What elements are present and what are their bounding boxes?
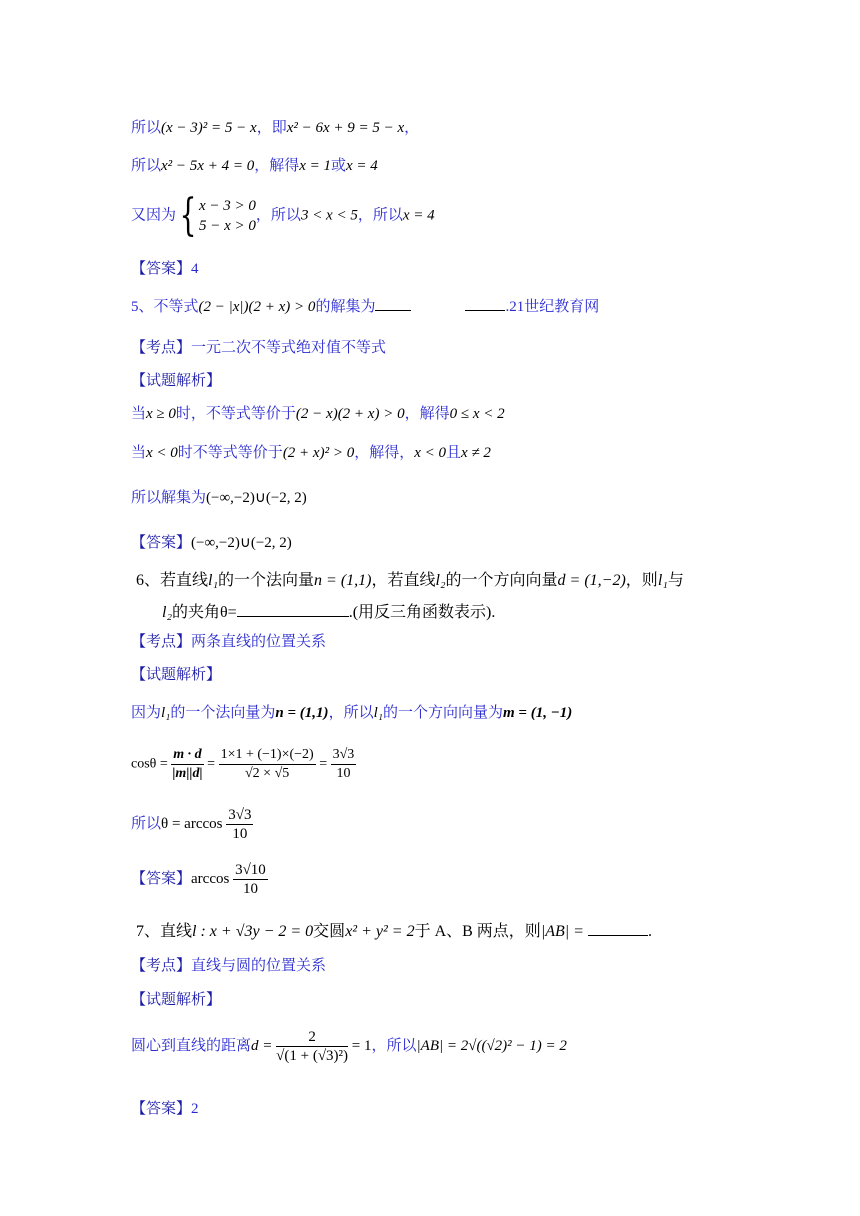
math-expression: x < 0 [146, 445, 178, 461]
answer-label: 【答案】 [131, 535, 192, 551]
text: 当 [131, 406, 147, 422]
answer-value: 4 [191, 261, 199, 277]
text: 圆心到直线的距离 [131, 1037, 252, 1054]
question-text: .21世纪教育网 [505, 299, 600, 315]
topic-line [131, 631, 326, 653]
denominator: 10 [242, 881, 258, 897]
math-expression: l₂ [435, 572, 446, 589]
topic-text: 两条直线的位置关系 [191, 634, 327, 650]
line-1 [131, 117, 419, 139]
question-text: 与 [667, 572, 684, 589]
text: 所以 [131, 158, 162, 174]
numerator: 3√3 [331, 746, 357, 765]
denominator: √2 × √5 [245, 766, 290, 781]
analysis-step-3 [131, 487, 307, 509]
line-2 [131, 155, 378, 177]
text: ，所以 [357, 207, 403, 224]
analysis-label [131, 664, 221, 686]
question-text: ，若直线 [371, 572, 436, 589]
question-text: 于 A、B 两点，则 [414, 923, 541, 940]
math-expression: θ = arccos [161, 815, 223, 832]
topic-label: 【考点】 [131, 340, 192, 356]
numerator: m · d [171, 746, 203, 765]
math-expression: (2 + x)² > 0 [282, 445, 355, 461]
math-expression: arccos [191, 870, 230, 887]
math-expression: l₁ [657, 572, 668, 589]
analysis-step-1 [131, 1028, 567, 1065]
text: 的一个法向量为 [170, 705, 276, 721]
analysis-step-2 [131, 442, 491, 464]
topic-text: 直线与圆的位置关系 [191, 958, 327, 974]
math-expression: x ≠ 2 [461, 445, 491, 461]
answer-label: 【答案】 [131, 870, 192, 887]
question-text: 的一个方向向量 [445, 572, 558, 589]
question-text: 的解集为 [315, 299, 376, 315]
math-expression: (2 − |x|)(2 + x) > 0 [198, 299, 316, 315]
question-text: 交圆 [313, 923, 346, 940]
topic-line [131, 955, 326, 977]
math-expression: cosθ = [131, 756, 168, 772]
math-expression: l₁ [208, 572, 219, 589]
math-expression: l₂ [162, 604, 173, 621]
numerator: 1×1 + (−1)×(−2) [219, 746, 316, 765]
math-expression: m = (1, −1) [502, 705, 573, 721]
math-expression: n = (1,1) [275, 705, 329, 721]
question-text: . [647, 923, 652, 940]
math-expression: |AB| = 2√((√2)² − 1) = 2 [416, 1037, 567, 1054]
question-5 [131, 296, 599, 318]
equals-sign: = [207, 756, 216, 772]
question-text: 7、直线 [136, 923, 193, 940]
text: 时，不等式等价于 [175, 406, 296, 422]
cosine-formula [131, 746, 356, 783]
numerator: 3√10 [235, 862, 266, 878]
math-expression: x² − 6x + 9 = 5 − x [286, 120, 405, 136]
fraction [171, 746, 203, 783]
math-expression: l₁ [373, 705, 383, 721]
question-text: .(用反三角函数表示). [348, 604, 496, 621]
denominator: 10 [336, 766, 351, 781]
math-expression: x = 1 [299, 158, 331, 174]
fraction [226, 806, 253, 843]
answer-value: 2 [191, 1101, 199, 1117]
math-expression: |AB| = [540, 923, 584, 940]
math-expression: x² + y² = 2 [345, 923, 415, 940]
system-row: 5 − x > 0 [199, 218, 256, 234]
answer-label: 【答案】 [131, 261, 192, 277]
math-expression: x < 0 [414, 445, 446, 461]
text: 因为 [131, 705, 162, 721]
text: 的一个方向向量为 [382, 705, 503, 721]
math-expression: d = [251, 1037, 273, 1054]
analysis-label-text: 【试题解析】 [131, 373, 222, 389]
topic-label: 【考点】 [131, 958, 192, 974]
denominator: |m||d| [172, 766, 203, 781]
topic-line [131, 337, 386, 359]
system-row: x − 3 > 0 [199, 198, 256, 214]
answer-line [131, 258, 199, 280]
fraction [233, 861, 268, 898]
math-expression: (2 − x)(2 + x) > 0 [295, 406, 405, 422]
text: 时不等式等价于 [177, 445, 283, 461]
topic-text: 一元二次不等式绝对值不等式 [191, 340, 387, 356]
question-text: ，则 [625, 572, 658, 589]
math-expression: = 1 [351, 1037, 372, 1054]
math-expression: 3 < x < 5 [300, 207, 358, 224]
math-expression: n = (1,1) [314, 572, 372, 589]
answer-line [131, 532, 292, 554]
answer-blank [375, 310, 411, 311]
analysis-label-text: 【试题解析】 [131, 667, 222, 683]
text: 且 [446, 445, 462, 461]
answer-line [131, 861, 268, 898]
math-expression: 0 ≤ x < 2 [449, 406, 505, 422]
text: 或 [331, 158, 347, 174]
answer-line [131, 1098, 199, 1120]
denominator: √(1 + (√3)²) [276, 1048, 349, 1064]
equals-sign: = [319, 756, 328, 772]
math-expression: x = 4 [346, 158, 378, 174]
question-text: 5、不等式 [131, 299, 199, 315]
text: ，解得 [404, 406, 450, 422]
fraction [331, 746, 357, 783]
topic-label: 【考点】 [131, 634, 192, 650]
text: ， [404, 120, 420, 136]
math-expression: (−∞,−2)∪(−2, 2) [206, 490, 307, 506]
text: 又因为 [131, 207, 177, 224]
text: 当 [131, 445, 147, 461]
brace-symbol: { [179, 190, 197, 241]
answer-blank [465, 310, 505, 311]
analysis-step-3 [131, 806, 253, 843]
math-expression: l₁ [161, 705, 171, 721]
question-text: 的一个法向量 [218, 572, 315, 589]
text: ，所以 [328, 705, 374, 721]
answer-label: 【答案】 [131, 1101, 192, 1117]
text: 所以 [131, 815, 162, 832]
analysis-step-1 [131, 403, 505, 425]
answer-blank [237, 616, 349, 617]
analysis-label [131, 370, 221, 392]
analysis-step-1 [131, 702, 572, 724]
text: ，所以 [371, 1037, 417, 1054]
math-expression: (x − 3)² = 5 − x [161, 120, 257, 136]
math-expression: x ≥ 0 [146, 406, 176, 422]
text: 所以 [131, 120, 162, 136]
math-expression: d = (1,−2) [557, 572, 626, 589]
question-7 [136, 921, 652, 943]
math-expression: l : x + √3y − 2 = 0 [192, 923, 314, 940]
answer-blank [588, 935, 648, 936]
math-expression: x = 4 [402, 207, 435, 224]
analysis-label [131, 989, 221, 1011]
question-text: 6、若直线 [136, 572, 209, 589]
text: 所以解集为 [131, 490, 207, 506]
text: ，解得 [254, 158, 300, 174]
denominator: 10 [232, 826, 248, 842]
fraction [276, 1028, 348, 1065]
line-3 [131, 190, 435, 241]
fraction [219, 746, 316, 783]
numerator: 2 [276, 1028, 348, 1047]
numerator: 3√3 [228, 807, 252, 823]
question-6-line-2 [162, 602, 495, 624]
text: ，解得， [354, 445, 415, 461]
analysis-label-text: 【试题解析】 [131, 992, 222, 1008]
question-6 [136, 570, 684, 592]
question-text: 的夹角θ= [172, 604, 237, 621]
text: ，即 [256, 120, 287, 136]
math-expression: x² − 5x + 4 = 0 [161, 158, 255, 174]
inequality-system [199, 196, 256, 236]
text: ，所以 [255, 207, 301, 224]
answer-value: (−∞,−2)∪(−2, 2) [191, 535, 292, 551]
